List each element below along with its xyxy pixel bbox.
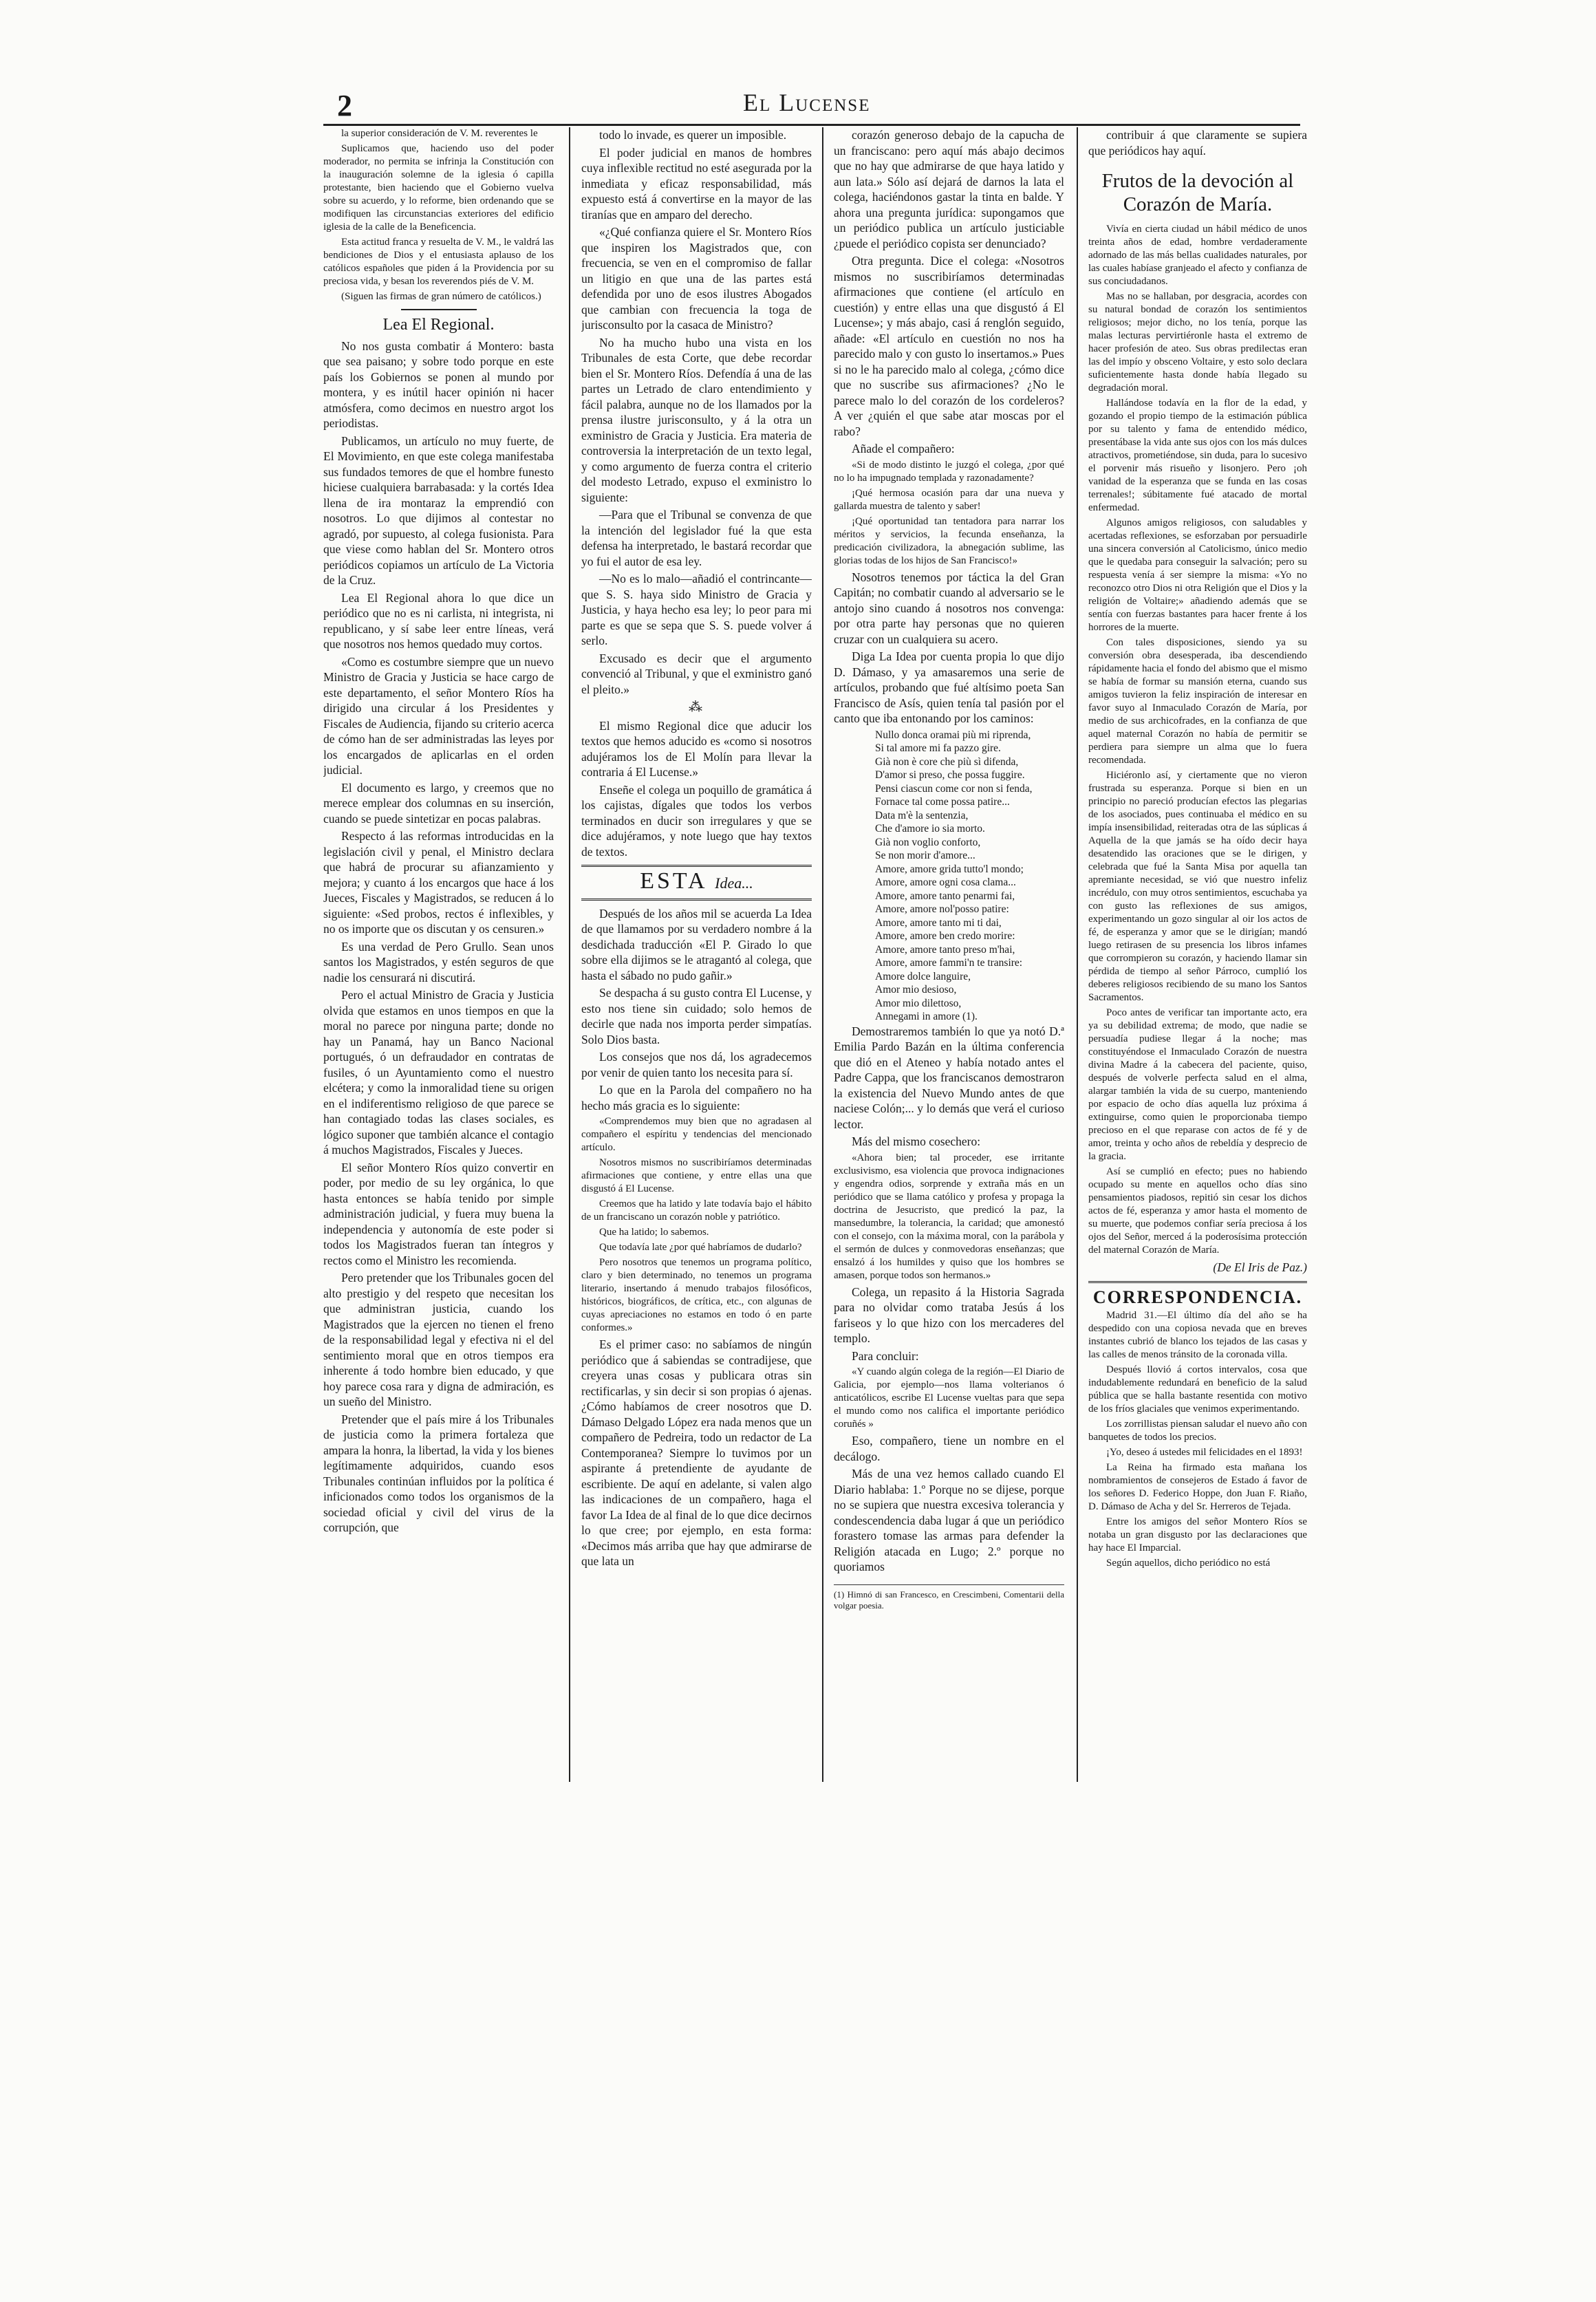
column-separator [569, 127, 570, 1782]
article-paragraph: (Siguen las firmas de gran número de católicos.) [341, 291, 541, 302]
poem-line: Amor mio desioso, [875, 984, 957, 996]
article-paragraph: El poder judicial en manos de hombres cuya inflexible rectitud no esté asegurada por la inmediata y eficaz responsabilidad, más expuesto está á convertirse en la mayor de las tiranías que en amparo del derecho. [581, 145, 812, 222]
quoted-paragraph: «Ahora bien; tal proceder, ese irritante exclusivismo, esa violencia que provoca indignaciones y engendra odios, sorprende y extraña más en un periódico que se llama católico y profesa y propaga la doctrina de Jesucristo, que predicó la paz, la mansedumbre, la tolerancia, la caridad; que amonestó con el consejo, con la máxima moral, con la parábola y el sermón de dulces y conmovedoras enseñanzas; que ensalzó á los humildes y quiso que los hombres se amasen, porque todos son hermanos.» [834, 1152, 1064, 1281]
article-paragraph: Los zorrillistas piensan saludar el nuevo año con banquetes de todos los precios. [1088, 1419, 1307, 1443]
article-paragraph: Hiciéronlo así, y ciertamente que no vieron frustrada su esperanza. Porque si bien en un principio no pareció producían efectos las plegarias de los asociados, pues continuaba el médico en su impía insensibilidad, reiteradas otra de las súplicas á Aquella de la que jamás se ha oído decir haya desatendido las oraciones que se le dirigen, y celebrada que fué la Santa Misa por aquella tan apremiante necesidad, se vió que nuestro infeliz incrédulo, con muy otros sentimientos, escuchaba ya con gusto las reflexiones de sus amigos, experimentando un gozo singular al oir los actos de fé, de esperanza y amor que se le dirigían; mandó luego retirasen de su presencia los libros infames que corrompieron su corazón, y haciendo llamar sin pérdida de tiempo al señor Párroco, cumplió los deberes religiosos recibiendo de su mano los Santos Sacramentos. [1088, 770, 1307, 1003]
poem-line: Data m'è la sentenzia, [875, 809, 969, 821]
section-title: Frutos de la devoción al Corazón de María. [1101, 170, 1294, 215]
poem-line: Già non è core che più sì difenda, [875, 755, 1019, 768]
article-paragraph: Algunos amigos religiosos, con saludables y acertadas reflexiones, se esforzaban por persuadirle una sincera conversión al Catolicismo, único medio que le quedaba para conseguir la salvación; pero su respuesta venía á ser siempre la misma: «Yo no reconozco otro Dios ni otra Religión que el Dios y la religión de Voltaire;» añadiendo además que se sentía con fuerzas bastantes para hacer frente á los horrores de la muerte. [1088, 517, 1307, 633]
quoted-paragraph: Nosotros mismos no suscribiríamos determinadas afirmaciones que contiene, y entre ellas una que disgustó á El Lucense. [581, 1157, 812, 1194]
article-paragraph: Añade el compañero: [852, 442, 955, 455]
article-paragraph: No ha mucho hubo una vista en los Tribunales de esta Corte, que debe recordar bien el Sr. Montero Ríos. Defendía á una de las partes un Letrado de claro entendimiento y fácil palabra, aunque no de los llamados por la prensa ilustre jurisconsulto, y á la otra un exministro de Gracia y Justicia. Era materia de controversia la interpretación de un texto legal, y como argumento de fuerza contra el criterio del modesto Letrado, expuso el exministro lo siguiente: [581, 335, 812, 504]
article-paragraph: Otra pregunta. Dice el colega: «Nosotros mismos no suscribiríamos determinadas afirmaciones que contiene (el artículo en cuestión) y entre ellas una que disgustó á El Lucense»; y más abajo, casi á renglón seguido, añade: «El artículo en cuestión no nos ha parecido malo y con gusto lo insertamos.» Pues si no le ha parecido malo al colega, ¿cómo dice que no suscribe sus afirmaciones? ¿No le parece malo lo del corazón de los cordeleros? A ver ¿quién el que sabe atar moscas por el rabo? [834, 254, 1064, 438]
article-paragraph: todo lo invade, es querer un imposible. [599, 128, 787, 142]
section-divider [581, 865, 812, 867]
article-paragraph: Es una verdad de Pero Grullo. Sean unos santos los Magistrados, y estén seguros de que nadie los censurará ni discutirá. [323, 939, 554, 985]
section-title-esta-idea [581, 868, 812, 894]
article-paragraph: Eso, compañero, tiene un nombre en el decálogo. [834, 1434, 1064, 1463]
poem-line: Si tal amore mi fa pazzo gire. [875, 742, 1001, 754]
article-paragraph: Diga La Idea por cuenta propia lo que dijo D. Dámaso, y ya amasaremos una serie de artículos, probando que fué altísimo poeta San Francisco de Asís, quien tenía tal pasión por el canto que iba entonando por los caminos: [834, 649, 1064, 725]
poem-line: Amor mio dilettoso, [875, 997, 962, 1009]
article-paragraph: Lea El Regional ahora lo que dice un periódico que no es ni carlista, ni integrista, ni republicano, y sí sabe leer entre líneas, verá que nosotros nos hemos quedado muy cortos. [323, 590, 554, 651]
esta-word: ESTA [640, 868, 707, 894]
article-paragraph: Nosotros tenemos por táctica la del Gran Capitán; no combatir cuando al adversario se le antojo sino cuando á nosotros nos convenga: por otra parte hay personas que no quieren cruzar con un cualquiera su acero. [834, 570, 1064, 646]
section-divider [1088, 1281, 1307, 1283]
article-paragraph: El señor Montero Ríos quizo convertir en poder, por medio de su ley orgánica, lo que hasta entonces se había tenido por simple administración judicial, y fuera muy buena la independencia y autonomía de este poder si todos los Magistrados fueran tan íntegros y rectos como el Ministro les recomienda. [323, 1160, 554, 1267]
poem-line: Amore, amore ben credo morire: [875, 930, 1015, 942]
poem-line: Che d'amore io sia morto. [875, 823, 985, 835]
article-paragraph: Enseñe el colega un poquillo de gramática á los cajistas, dígales que todos los verbos terminados en ducir son irregulares y que se dice adujéramos, y note luego que hay textos de textos. [581, 782, 812, 859]
article-paragraph: Para concluir: [852, 1348, 919, 1363]
article-paragraph: corazón generoso debajo de la capucha de un franciscano: pero aquí más abajo decimos que no hay que admirarse de que haya latido y aun lata.» Sólo así dejará de darnos la lata el colega, haciéndonos gastar la tinta en balde. Y ahora una pregunta jurídica: supongamos que un periódico publica un artículo justiciable ¿puede el periódico copista ser denunciado? [834, 128, 1064, 250]
article-paragraph: Pero el actual Ministro de Gracia y Justicia olvida que estamos en unos tiempos en que la moral no parece por ninguna parte; donde no hay un Panamá, hay un Banco Nacional portugués, ó un defraudador en contratas de fusiles, ó un Ayuntamiento como el nuestro elcétera; y como la inmoralidad tiene su origen en el indiferentismo religioso de que parece se han contagiado todas las clases sociales, es lógico suponer que también alcance el contagio á muchos Magistrados, Fiscales y Jueces. [323, 988, 554, 1157]
poem-line: Nullo donca oramai più mi riprenda, [875, 729, 1031, 741]
quoted-paragraph: Creemos que ha latido y late todavía bajo el hábito de un franciscano un corazón noble y patriótico. [581, 1198, 812, 1223]
column-3 [834, 127, 1064, 1782]
article-paragraph: Poco antes de verificar tan importante acto, era ya su debilidad extrema; de modo, que nadie se persuadía pudiese llegar á la noche; mas constituyéndose el Inmaculado Corazón de nuestra divina Madre á la cabecera del paciente, quiso, después de volverle perfecta salud en el alma, alargar también la vida de su cuerpo, manteniendo por espacio de ocho días aquella luz próxima á extinguirse, como quien le proporcionaba tiempo precioso en el que reparase con actos de fé y de amor, treinta y ocho años de rebeldía y desprecio de la gracia. [1088, 1007, 1307, 1162]
article-paragraph: Lo que en la Parola del compañero no ha hecho más gracia es lo siguiente: [581, 1083, 812, 1112]
article-paragraph: Pretender que el país mire á los Tribunales de justicia como la primera fortaleza que ampara la honra, la libertad, la vida y los bienes legítimamente adquiridos, cuando esos Tribunales continúan influidos por la política é inficionados como todos los organismos de la sociedad oficial y civil del virus de la corrupción, que [323, 1412, 554, 1534]
quoted-paragraph: ¡Qué oportunidad tan tentadora para narrar los méritos y servicios, la fecunda enseñanza, la predicación civilizadora, la abnegación sublime, las glorias todas de los hijos de San Francisco!» [834, 515, 1064, 566]
quoted-paragraph: «Comprendemos muy bien que no agradasen al compañero el espíritu y tendencias del mencionado artículo. [581, 1116, 812, 1153]
poem-line: Annegami in amore (1). [875, 1011, 978, 1022]
article-paragraph: «Como es costumbre siempre que un nuevo Ministro de Gracia y Justicia se hace cargo de este departamento, el señor Montero Ríos ha dirigido una circular á los Presidentes y Fiscales de Audiencia, fijando su criterio acerca de cómo han de ser administradas las leyes por los encargados de aplicarlas en el orden judicial. [323, 654, 554, 777]
article-paragraph: Más del mismo cosechero: [852, 1134, 981, 1148]
poem-line: D'amor si preso, che possa fuggire. [875, 769, 1025, 781]
article-paragraph: El documento es largo, y creemos que no merece emplear dos columnas en su inserción, cuando se puede sintetizar en pocas palabras. [323, 780, 554, 826]
section-title: CORRESPONDENCIA. [1092, 1287, 1303, 1307]
article-paragraph: Entre los amigos del señor Montero Ríos se notaba un gran disgusto por las declaraciones que hay hace El Imparcial. [1088, 1516, 1307, 1553]
article-paragraph: «¿Qué confianza quiere el Sr. Montero Ríos que inspiren los Magistrados que, con frecuencia, se ven en el compromiso de fallar un litigio en que una de las partes está defendida por uno de esos ilustres Abogados que cambian con frecuencia la toga de jurisconsulto por la casaca de Ministro? [581, 225, 812, 332]
article-paragraph: Según aquellos, dicho periódico no está [1106, 1558, 1271, 1569]
article-paragraph: No nos gusta combatir á Montero: basta que sea paisano; y sobre todo porque en este país los Gobiernos se ponen al mundo por montera, y es inútil hacer opinión ni hacer atmósfera, como decimos en nuestro argot los periodistas. [323, 338, 554, 430]
article-paragraph: Se despacha á su gusto contra El Lucense, y esto nos tiene sin cuidado; solo hemos de decirle que nada nos importa perder simpatías. Solo Dios basta. [581, 986, 812, 1046]
article-paragraph: Más de una vez hemos callado cuando El Diario hablaba: 1.º Porque no se dijese, porque no se supiera que nuestra excesiva tolerancia y condescendencia daba lugar á que un periódico forastero tomase las armas para defender la Religión atacada en Lugo; 2.º porque no quoriamos [834, 1467, 1064, 1573]
poem-line: Pensi ciascun come cor non si fenda, [875, 782, 1033, 795]
article-paragraph: Después llovió á cortos intervalos, cosa que indudablemente redundará en beneficio de la salud pública que se halla bastante resentida con motivo de los fríos glaciales que venimos experimentando. [1088, 1364, 1307, 1414]
article-paragraph: Los consejos que nos dá, los agradecemos por venir de quien tanto los necesita para sí. [581, 1050, 812, 1079]
article-paragraph: ¡Yo, deseo á ustedes mil felicidades en el 1893! [1106, 1447, 1303, 1458]
column-separator [1077, 127, 1078, 1782]
poem-line: Amore, amore nol'posso patire: [875, 903, 1009, 915]
article-paragraph: Demostraremos también lo que ya notó D.ª Emilia Pardo Bazán en la última conferencia que dió en el Ateneo y había notado antes el Padre Cappa, que los franciscanos demostraron la existencia del Nuevo Mundo antes de que naciese Colón;... y lo demás que verá el curioso lector. [834, 1024, 1064, 1131]
article-paragraph: —Para que el Tribunal se convenza de que la intención del legislador fué la que esta defensa ha interpretado, le bastará recordar que yo fui el autor de esa ley. [581, 508, 812, 568]
poem-line: Amore, amore tanto mi ti dai, [875, 916, 1002, 929]
column-1 [323, 127, 554, 1782]
section-title: Lea El Regional. [382, 316, 495, 334]
article-paragraph: Es el primer caso: no sabíamos de ningún periódico que á sabiendas se contradijese, que creyera unas cosas y publicara otras sin rectificarlas, y sin decir si son propias ó ajenas. ¿Cómo habíamos de creer nosotros que D. Dámaso Delgado López era nada menos que un compañero de Pedreira, todo un redactor de La Contemporanea? Siempre lo tuvimos por un aspirante á pretendiente de ayudante de escribiente. De aquí en adelante, si valen algo las indicaciones de un compañero, haga el favor La Idea de al final de lo que dice decirnos lo que cree; por ejemplo, en esta forma: «Decimos más arriba que hay que admirarse de que lata un [581, 1337, 812, 1568]
poem-line: Già non voglio conforto, [875, 836, 981, 848]
idea-word: Idea... [715, 874, 753, 892]
article-paragraph: Publicamos, un artículo no muy fuerte, de El Movimiento, en que este colega manifestaba sus fundados temores de que el hombre funesto hiciese cualquiera barrabasada: y la cortés Idea llena de ira montaraz la emprendió con nosotros. Lo que dijimos al contestar no agradó, por supuesto, al colega fusionista. Para que viese como hablan del Sr. Montero otros periódicos copiamos un artículo de La Victoria de la Cruz. [323, 433, 554, 587]
column-separator [822, 127, 823, 1782]
source-attribution: (De El Iris de Paz.) [1213, 1260, 1307, 1274]
quoted-paragraph: Pero nosotros que tenemos un programa político, claro y bien determinado, no tenemos un programa literario, insertando á menudo trabajos filosóficos, históricos, biográficos, de crítica, etc., con algunas de cuyas apreciaciones no estamos en todo ó en parte conformes.» [581, 1257, 812, 1333]
article-paragraph: El mismo Regional dice que aducir los textos que hemos aducido es «como si nosotros adujéramos los de El Molín para llevar la contraria á El Lucense.» [581, 718, 812, 779]
quoted-paragraph: «Si de modo distinto le juzgó el colega, ¿por qué no lo ha impugnado templada y razonadamente? [834, 459, 1064, 484]
section-divider [581, 899, 812, 901]
section-divider [401, 309, 477, 310]
column-2 [581, 127, 812, 1782]
article-paragraph: contribuir á que claramente se supiera que periódicos hay aquí. [1088, 128, 1307, 158]
page-number: 2 [337, 89, 352, 122]
article-paragraph: la superior consideración de V. M. reverentes le [341, 128, 538, 139]
article-paragraph: Esta actitud franca y resuelta de V. M., le valdrá las bendiciones de Dios y el entusiasta aplauso de los católicos españoles que piden á la Providencia por su preciosa vida, y besan los reverendos piés de V. M. [323, 237, 554, 287]
poem-line: Fornace tal come possa patire... [875, 796, 1010, 808]
quoted-paragraph: Que ha latido; lo sabemos. [599, 1227, 709, 1238]
article-paragraph: Después de los años mil se acuerda La Idea de que llamamos por su verdadero nombre á la desdichada traducción «El P. Girado lo que sobre ella dijimos se le atragantó al colega, que hasta el sábado no pudo gañir.» [581, 906, 812, 982]
article-paragraph: Respecto á las reformas introducidas en la legislación civil y penal, el Ministro declara que habrá de procurar su afianzamiento y mejora; y cuanto á los encargos que hace á los Jueces, Fiscales y Magistrados, se reducen á lo siguiente: «Sed probos, rectos é inflexibles, y no os importe que os discutan y os censuren.» [323, 829, 554, 936]
column-4 [1088, 127, 1307, 1782]
poem-line: Amore, amore grida tutto'l mondo; [875, 863, 1024, 875]
article-paragraph: Suplicamos que, haciendo uso del poder moderador, no permita se infrinja la Constitución con la inauguración solemne de la iglesia ó capilla protestante, bien haciendo que el Gobierno vuelva sobre su acuerdo, y lo reforme, bien ordenando que se modifiquen las circunstancias exteriores del edificio iglesia de la calle de la Beneficencia. [323, 143, 554, 233]
header-rule [323, 124, 1300, 126]
article-paragraph: Pero pretender que los Tribunales gocen del alto prestigio y del respeto que necesitan los que administran justicia, cuando los Magistrados que la ejercen no tienen el freno de la responsabilidad legal y efectiva ni el del sentimiento moral que en otros tiempos era inherente á todo hombre bien educado, y que hoy parece cosa rara y digna de admiración, es un sueño del Ministro. [323, 1271, 554, 1408]
article-paragraph: Mas no se hallaban, por desgracia, acordes con su natural bondad de corazón los sentimientos religiosos; mejor dicho, no los tenía, porque las malas lecturas pervirtiéronle hasta el extremo de hacer profesión de ateo. Sus obras predilectas eran las del impío y obsceno Voltaire, y esto solo declara suficientemente hasta donde había llegado su degradación moral. [1088, 291, 1307, 394]
article-paragraph: Vivía en cierta ciudad un hábil médico de unos treinta años de edad, hombre verdaderamente adornado de las más bellas cualidades naturales, por las cuales habíase granjeado el afecto y confianza de sus conciudadanos. [1088, 224, 1307, 287]
footnote: (1) Himnó di san Francesco, en Crescimbeni, Comentarii della volgar poesia. [834, 1584, 1064, 1611]
poem-line: Se non morir d'amore... [875, 850, 975, 861]
article-paragraph: Colega, un repasito á la Historia Sagrada para no olvidar como trataba Jesús á los fariseos y lo que hizo con los mercaderes del templo. [834, 1284, 1064, 1345]
newspaper-title: El Lucense [743, 89, 871, 116]
quoted-paragraph: Que todavía late ¿por qué habríamos de dudarlo? [599, 1242, 802, 1253]
article-paragraph: Hallándose todavía en la flor de la edad, y gozando el propio tiempo de la estimación pública por su talento y fama de entendido médico, presentábase la vida ante sus ojos con los más dulces atractivos, prometiéndose, sin duda, para lo sucesivo el porvenir más risueño y lisonjero. Pero ¡oh vanidad de la esperanza que se funda en las cosas terrenales!; súbitamente fué atacado de mortal enfermedad. [1088, 398, 1307, 513]
poem-line: Amore, amore ogni cosa clama... [875, 876, 1016, 888]
article-paragraph: Así se cumplió en efecto; pues no habiendo ocupado su mente en aquellos ocho días sino pensamientos piadosos, repitió sin cesar los dichos actos de fé, esperanza y amor hasta el momento de su muerte, que podemos confiar sería preciosa á los ojos del Señor, merced á la poderosísima protección del maternal Corazón de María. [1088, 1166, 1307, 1256]
quoted-paragraph: «Y cuando algún colega de la región—El Diario de Galicia, por ejemplo—nos llama volterianos ó anticatólicos, escribe El Lucense vueltas para que sepa el mundo como nos califica el importante periódico coruñés » [834, 1366, 1064, 1430]
article-paragraph: La Reina ha firmado esta mañana los nombramientos de consejeros de Estado á favor de los señores D. Federico Hoppe, don Juan F. Riaño, D. Dámaso de Acha y del Sr. Herreros de Tejada. [1088, 1462, 1307, 1512]
poem-line: Amore, amore fammi'n te transire: [875, 957, 1023, 969]
article-paragraph: —No es lo malo—añadió el contrincante—que S. S. haya sido Ministro de Gracia y Justicia, y haya hecho esa ley; lo peor para mi parte es que se sepa que S. S. puede volver á serlo. [581, 572, 812, 647]
article-paragraph: Madrid 31.—El último día del año se ha despedido con una copiosa nevada que en breves instantes cubrió de blanco los tejados de las casas y las calles de menos tránsito de la coronada villa. [1088, 1310, 1307, 1360]
quoted-paragraph: ¡Qué hermosa ocasión para dar una nueva y gallarda muestra de talento y saber! [834, 487, 1064, 512]
article-paragraph: Excusado es decir que el argumento convenció al Tribunal, y que el exministro ganó el pleito.» [581, 651, 812, 696]
ornament-stars: ⁂ [689, 700, 704, 715]
poem-line: Amore, amore tanto penarmi fai, [875, 890, 1015, 902]
poem-verses [834, 729, 1064, 1024]
poem-line: Amore dolce languire, [875, 970, 971, 982]
poem-line: Amore, amore tanto preso m'hai, [875, 943, 1015, 956]
article-paragraph: Con tales disposiciones, siendo ya su conversión obra desesperada, iba descendiendo rápidamente hacia el fondo del abismo que el mismo se había de formar su mansión eterna, cuando sus amigos tuvieron la feliz inspiración de interesar en favor suyo al Inmaculado Corazón de María, por medio de sus archicofrades, en la confianza de que aquel maternal Corazón no había de permitir se perdiera para siempre un alma que lo fuera recomendada. [1088, 637, 1307, 766]
